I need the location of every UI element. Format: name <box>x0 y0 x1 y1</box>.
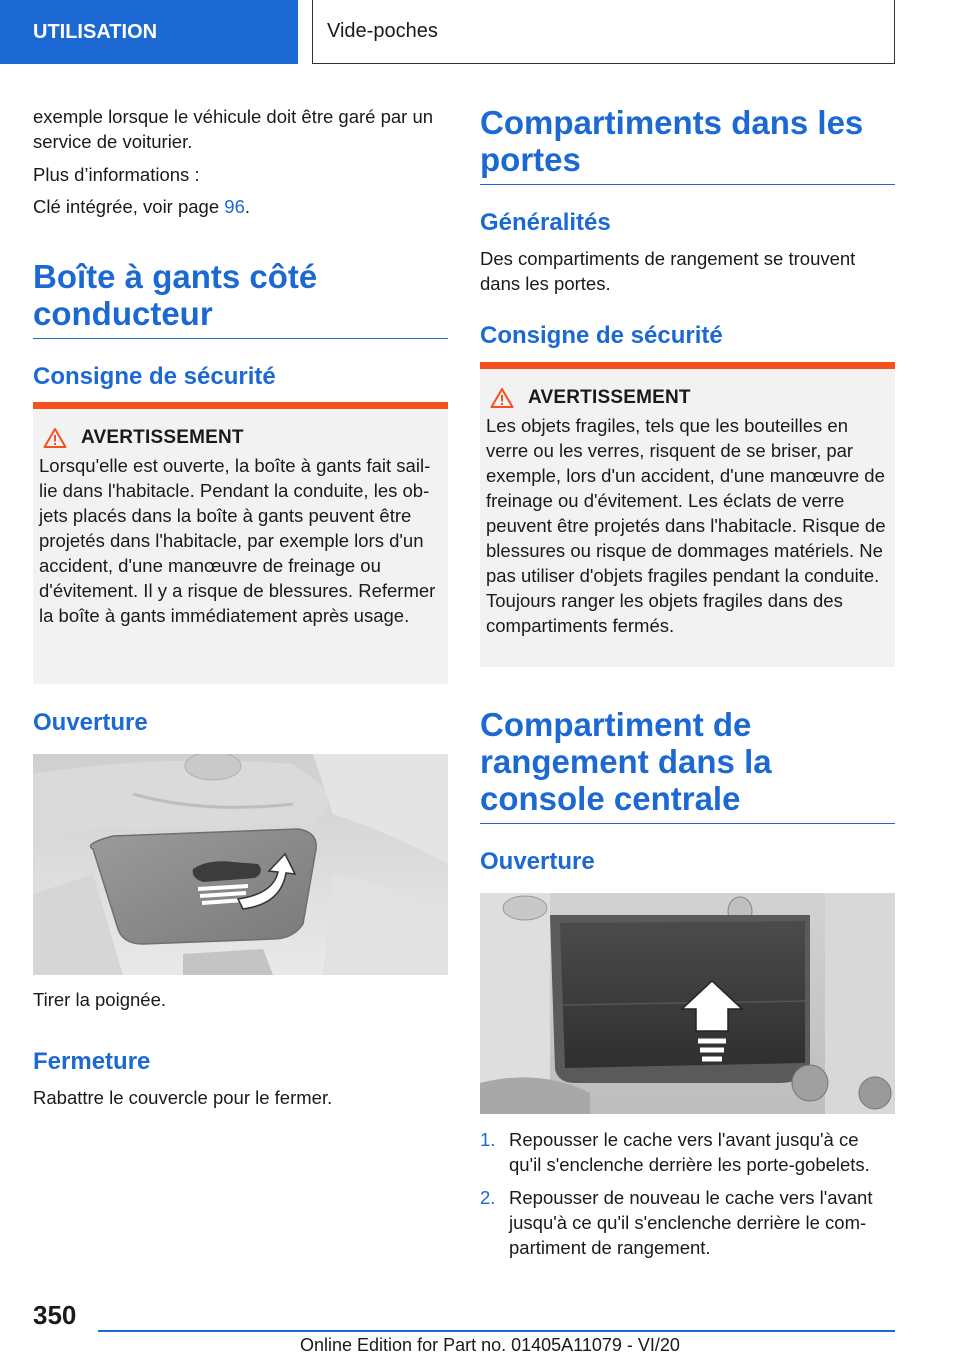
step-number: 2. <box>480 1187 496 1208</box>
heading-doors-wrap <box>480 104 895 185</box>
heading-console-wrap <box>480 706 895 824</box>
console-illustration <box>480 893 895 1114</box>
heading-opening-left: Ouverture <box>33 709 148 736</box>
warning-box-left <box>33 402 448 684</box>
warning-triangle-icon <box>490 387 514 409</box>
opening-caption: Tirer la poignée. <box>33 989 166 1010</box>
warning-header <box>39 427 442 449</box>
page-number: 350 <box>33 1300 77 1330</box>
general-text: Des compartiments de rangement se trouvent dans les portes. <box>480 248 856 294</box>
cross-reference-end: . <box>244 196 250 217</box>
heading-general: Généralités <box>480 209 611 236</box>
intro-paragraph: exemple lorsque le véhicule doit être garé par un service de voiturier. <box>33 106 434 152</box>
footer-edition: Online Edition for Part no. 01405A11079 - VI/20 <box>300 1335 680 1355</box>
heading-console: Compartiment de rangement dans la console centrale <box>480 706 772 817</box>
closing-text: Rabattre le couvercle pour le fermer. <box>33 1087 333 1108</box>
cross-reference-text: Clé intégrée, voir page <box>33 196 225 217</box>
section-title: Vide-poches <box>327 20 438 42</box>
chapter-tab <box>0 0 298 64</box>
heading-glovebox-wrap <box>33 258 448 339</box>
warning-triangle-icon <box>43 427 67 449</box>
page-link[interactable]: 96 <box>224 196 245 217</box>
warning-text: Lorsqu'elle est ouverte, la boîte à gants fait saillie dans l'habitacle. Pendant la conduite, les objets placés dans la boîte à gants peuvent être projetés dans l'habitacle, par exemple lors d'un accident, d'une manœuvre de freinage ou d'évitement. Il y a risque de blessures. Refermer la boîte à gants immédiatement après usage. <box>39 455 436 626</box>
step-item <box>480 1185 895 1260</box>
footer-rule <box>98 1330 895 1332</box>
heading-safety-left: Consigne de sécurité <box>33 363 276 390</box>
warning-title: AVERTISSEMENT <box>528 387 691 408</box>
heading-doors: Compartiments dans les portes <box>480 104 864 178</box>
cross-reference <box>33 194 448 219</box>
glovebox-image <box>33 754 448 975</box>
console-image <box>480 893 895 1114</box>
heading-opening-right: Ouverture <box>480 848 595 875</box>
steps-list-wrap <box>480 1127 895 1268</box>
steps-list <box>480 1127 895 1260</box>
more-info-label: Plus d’informations : <box>33 164 200 185</box>
step-item <box>480 1127 895 1177</box>
heading-safety-right: Consigne de sécurité <box>480 322 723 349</box>
heading-glovebox: Boîte à gants côté conducteur <box>33 258 318 332</box>
warning-box-right <box>480 362 895 667</box>
warning-header <box>486 387 889 409</box>
chapter-label: UTILISATION <box>33 20 158 43</box>
section-title-box <box>312 0 895 64</box>
step-text: Repousser de nouveau le cache vers l'avant jusqu'à ce qu'il s'enclenche derrière le compartiment de rangement. <box>509 1187 873 1258</box>
step-text: Repousser le cache vers l'avant jusqu'à ce qu'il s'enclenche derrière les porte-gobelets. <box>509 1129 870 1175</box>
warning-text: Les objets fragiles, tels que les bouteilles en verre ou les verres, risquent de se briser, par exemple, lors d'un accident, d'une manœuvre de freinage ou d'évitement. Les éclats de verre peuvent être projetés dans l'habitacle. Risque de blessures ou risque de dommages matériels. Ne pas utiliser d'objets fragiles pendant la conduite. Toujours ranger les objets fragiles dans des compartiments fermés. <box>486 415 886 636</box>
warning-title: AVERTISSEMENT <box>81 427 244 448</box>
glovebox-illustration <box>33 754 448 975</box>
step-number: 1. <box>480 1129 496 1150</box>
heading-closing: Fermeture <box>33 1048 151 1075</box>
